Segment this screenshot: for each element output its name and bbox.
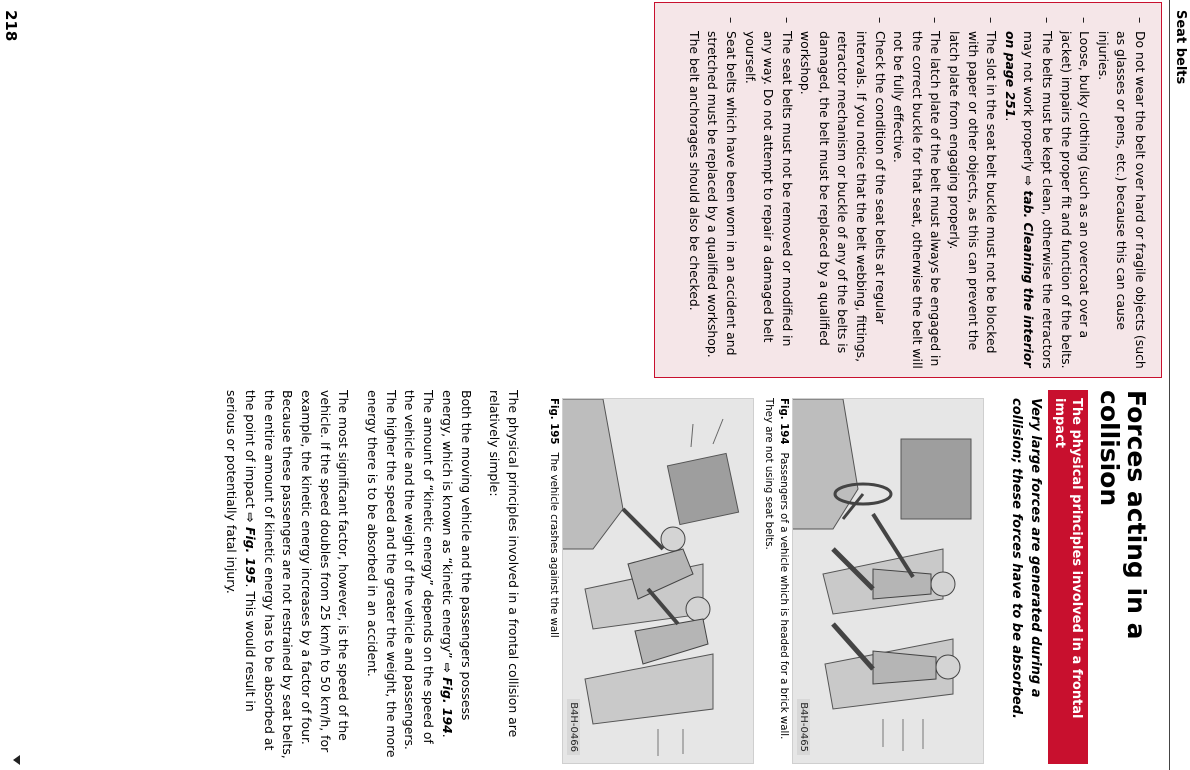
warning-item: – The latch plate of the belt must always be engaged in the correct buckle for that seat, otherwise the belt will not be fully effective.: [891, 17, 944, 369]
figure-caption: Fig. 194Passengers of a vehicle which is headed for a brick wall. They are not using seat belts.: [763, 398, 789, 740]
warning-item: – The slot in the seat belt buckle must not be blocked with paper or other objects, as this can prevent the latch plate from engaging properly.: [947, 17, 1000, 354]
body-text: [211, 390, 522, 760]
warning-item: – Do not wear the belt over hard or fragile objects (such as glasses or pens, etc.) because this can cause injuries.: [1095, 17, 1148, 369]
header-rule: [1169, 0, 1170, 770]
subheading: The physical principles involved in a frontal impact: [1048, 390, 1088, 764]
warning-item: – The belts must be kept clean, otherwise the retractors may not work properly ⇨ tab. Cleaning the interior on page 251.: [1002, 17, 1056, 369]
intro-text: Very large forces are generated during a collision; these forces have to be absorbed.: [1009, 398, 1043, 719]
crash-illustration: [562, 399, 753, 764]
warning-item: – Check the condition of the seat belts at regular intervals. If you notice that the belt webbing, fittings, retractor mechanism or buckle of any of the belts is damaged, the belt must be replaced by a qualified workshop.: [798, 17, 888, 363]
body-paragraph: The physical principles involved in a frontal collision are relatively simple:: [487, 390, 521, 738]
figure-194-illustration: [792, 398, 984, 764]
page-number: 218: [2, 10, 20, 42]
header-title: Seat belts: [1173, 10, 1188, 85]
figure-reference-link[interactable]: ⇨ Fig. 194: [439, 662, 455, 734]
warning-list: [684, 3, 1161, 377]
cross-reference-link[interactable]: ⇨ tab. Cleaning the interior on page 251: [1002, 31, 1037, 368]
warning-box: [654, 2, 1162, 378]
figure-caption: Fig. 195The vehicle crashes against the wall: [548, 398, 559, 638]
warning-item: – Loose, bulky clothing (such as an overcoat over a jacket) impairs the proper fit and function of the belts.: [1058, 17, 1093, 369]
figure-reference-link[interactable]: ⇨ Fig. 195: [242, 512, 258, 584]
body-paragraph: Both the moving vehicle and the passengers possess energy, which is known as “kinetic energy” ⇨ Fig. 194. The amount of “kinetic energy” depends on the speed of the vehicle and the weight of the vehicle and passengers. The higher the speed and the greater the weight, the more energy there is to be absorbed in an accident.: [365, 390, 474, 758]
car-interior-illustration: [792, 399, 983, 764]
figure-195-illustration: [562, 398, 754, 764]
figure-code: B4H-0466: [567, 699, 580, 755]
section-title: Forces acting in a collision: [1095, 390, 1151, 640]
triangle-down-icon: [13, 755, 20, 765]
warning-item: – The seat belts must not be removed or modified in any way. Do not attempt to repair a damaged belt yourself.: [742, 17, 795, 347]
figure-code: B4H-0465: [797, 699, 810, 755]
body-paragraph: The most significant factor, however, is the speed of the vehicle. If the speed doubles from 25 km/h to 50 km/h, for example, the kinetic energy increases by a factor of four. Because these passengers are not restrained by seat belts, the entire amount of kinetic energy has to be absorbed at the point of impact ⇨ Fig. 195. This would result in serious or potentially fatal injury.: [224, 390, 352, 759]
warning-item: – Seat belts which have been worn in an accident and stretched must be replaced by a qualified workshop. The belt anchorages should also be checked.: [686, 17, 739, 358]
